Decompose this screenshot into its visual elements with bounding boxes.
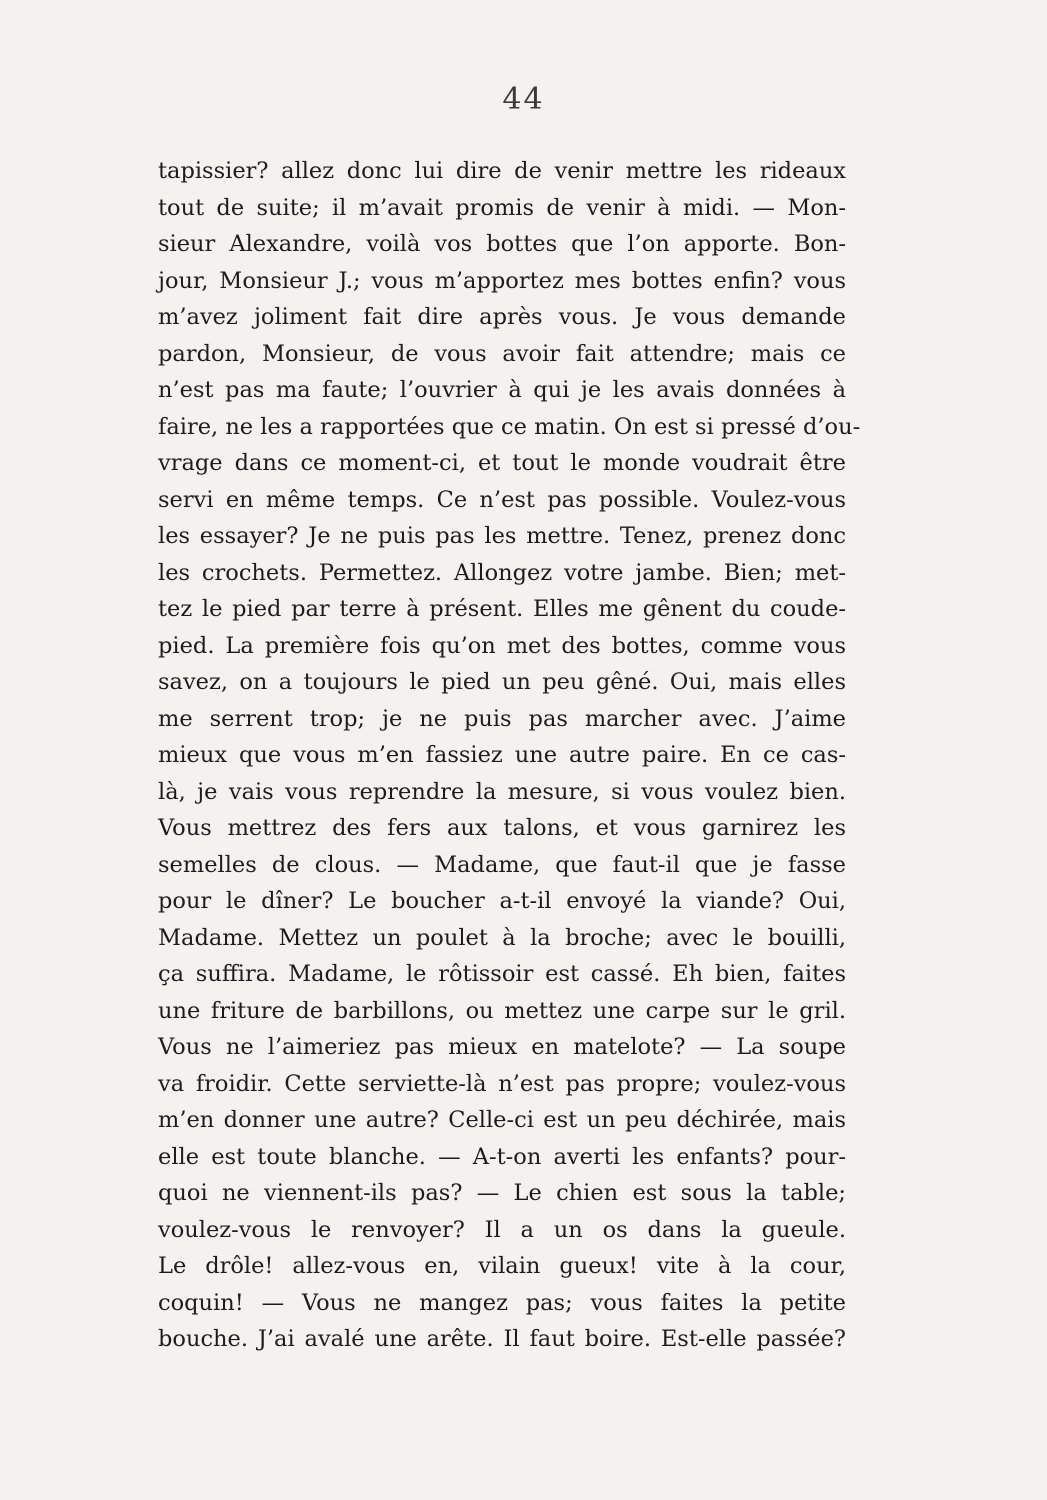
text-line: savez, on a toujours le pied un peu gêné. Oui, mais elles: [158, 669, 846, 695]
text-line: Vous mettrez des fers aux talons, et vous garnirez les: [158, 815, 846, 841]
text-line: me serrent trop; je ne puis pas marcher avec. J’aime: [158, 705, 846, 732]
text-line: faire, ne les a rapportées que ce matin. On est si pressé d’ou-: [158, 413, 861, 440]
text-line: pardon, Monsieur, de vous avoir fait attendre; mais ce: [158, 340, 846, 367]
text-line: les essayer? Je ne puis pas les mettre. Tenez, prenez donc: [158, 523, 846, 549]
text-line: une friture de barbillons, ou mettez une carpe sur le gril.: [158, 997, 846, 1024]
text-line: là, je vais vous reprendre la mesure, si vous voulez bien.: [158, 778, 846, 805]
text-line: quoi ne viennent-ils pas? — Le chien est sous la table;: [158, 1180, 846, 1206]
text-line: Madame. Mettez un poulet à la broche; avec le bouilli,: [158, 924, 846, 951]
text-line: tez le pied par terre à présent. Elles me gênent du coude-: [158, 596, 846, 622]
text-line: bouche. J’ai avalé une arête. Il faut boire. Est-elle passée?: [158, 1326, 846, 1352]
text-line: semelles de clous. — Madame, que faut-il que je fasse: [158, 851, 846, 878]
text-line: vrage dans ce moment-ci, et tout le monde voudrait être: [158, 450, 846, 476]
text-line: pour le dîner? Le boucher a-t-il envoyé la viande? Oui,: [158, 888, 846, 914]
text-line: Le drôle! allez-vous en, vilain gueux! vite à la cour,: [158, 1253, 846, 1279]
text-line: mieux que vous m’en fassiez une autre paire. En ce cas-: [158, 742, 846, 768]
body-text: [158, 153, 861, 1358]
text-line: Vous ne l’aimeriez pas mieux en matelote? — La soupe: [158, 1034, 846, 1060]
page-number: 44: [502, 82, 545, 117]
text-line: tout de suite; il m’avait promis de venir à midi. — Mon-: [158, 194, 846, 221]
text-line: sieur Alexandre, voilà vos bottes que l’on apporte. Bon-: [158, 231, 846, 257]
text-line: elle est toute blanche. — A-t-on averti les enfants? pour-: [158, 1143, 846, 1170]
text-line: m’avez joliment fait dire après vous. Je vous demande: [158, 304, 846, 330]
text-line: les crochets. Permettez. Allongez votre jambe. Bien; met-: [158, 559, 846, 586]
text-line: tapissier? allez donc lui dire de venir mettre les rideaux: [158, 158, 846, 184]
text-line: coquin! — Vous ne mangez pas; vous faites la petite: [158, 1289, 846, 1316]
text-line: pied. La première fois qu’on met des bottes, comme vous: [158, 632, 846, 659]
text-line: va froidir. Cette serviette-là n’est pas propre; voulez-vous: [158, 1070, 846, 1097]
text-line: servi en même temps. Ce n’est pas possible. Voulez-vous: [158, 486, 846, 513]
text-line: voulez-vous le renvoyer? Il a un os dans la gueule.: [158, 1216, 846, 1243]
text-line: ça suffira. Madame, le rôtissoir est cassé. Eh bien, faites: [158, 961, 846, 987]
text-line: jour, Monsieur J.; vous m’apportez mes bottes enfin? vous: [158, 267, 846, 294]
text-line: m’en donner une autre? Celle-ci est un peu déchirée, mais: [158, 1107, 846, 1133]
text-line: n’est pas ma faute; l’ouvrier à qui je les avais données à: [158, 377, 846, 403]
